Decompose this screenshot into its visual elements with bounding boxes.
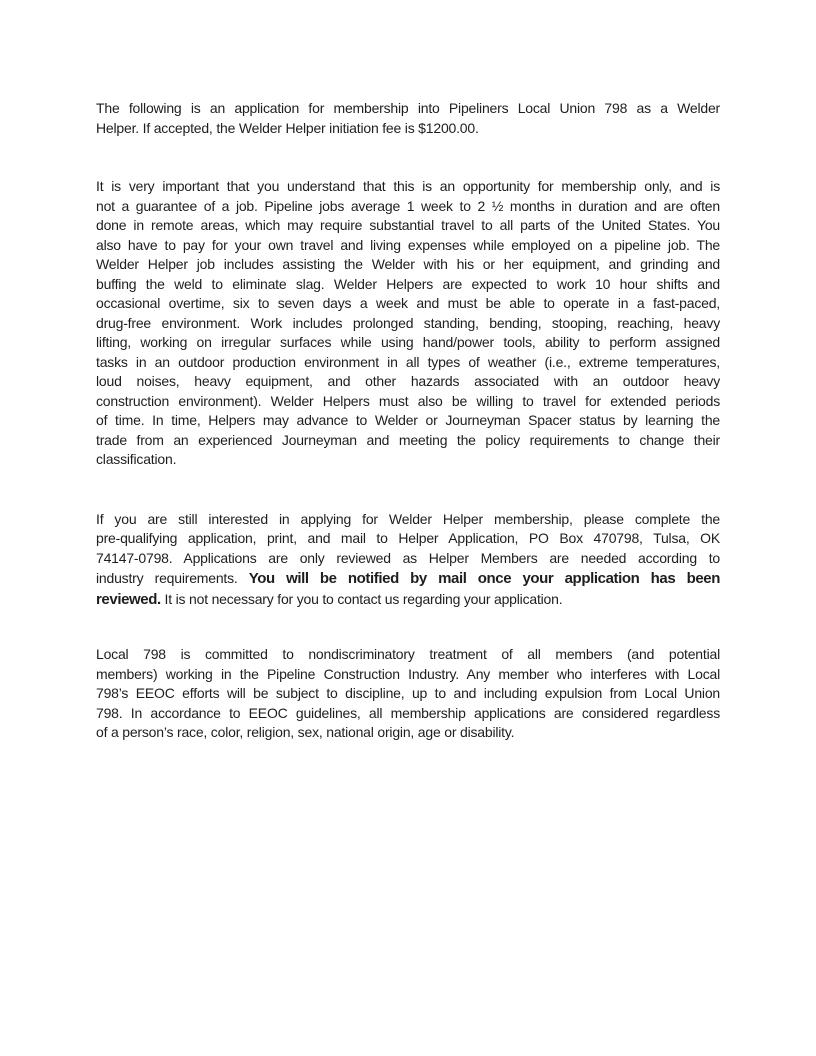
text-line: drug-free environment. Work includes prolonged standing, bending, stooping, reaching, heavy (96, 314, 720, 331)
text-line: loud noises, heavy equipment, and other hazards associated with an outdoor heavy (96, 373, 720, 389)
text-line: lifting, working on irregular surfaces while using hand/power tools, ability to perform assigned (96, 334, 720, 350)
text-line (96, 568, 720, 589)
text-line: Local 798 is committed to nondiscriminatory treatment of all members (and potential (96, 646, 720, 662)
text-line: Welder Helper job includes assisting the Welder with his or her equipment, and grinding and (96, 256, 720, 272)
text-line: of a person’s race, color, religion, sex, national origin, age or disability. (96, 724, 515, 740)
text-line: classification. (96, 451, 177, 467)
text-line: pre-qualifying application, print, and mail to Helper Application, PO Box 470798, Tulsa, OK (96, 530, 720, 546)
text-line: If you are still interested in applying for Welder Helper membership, please complete the (96, 510, 720, 527)
text-line: buffing the weld to eliminate slag. Welder Helpers are expected to work 10 hour shifts and (96, 275, 720, 292)
text-line: done in remote areas, which may require substantial travel to all parts of the United States. You (96, 217, 720, 233)
paragraph-application-instructions (96, 510, 720, 611)
text-line: It is very important that you understand that this is an opportunity for membership only, and is (96, 178, 720, 194)
text-line: construction environment). Welder Helpers must also be willing to travel for extended periods (96, 392, 720, 409)
text-line: 74147-0798. Applications are only reviewed as Helper Members are needed according to (96, 549, 720, 566)
text-line: occasional overtime, six to seven days a week and must be able to operate in a fast-paced, (96, 295, 720, 311)
text-run: industry requirements. (96, 570, 249, 586)
text-line: also have to pay for your own travel and living expenses while employed on a pipeline job. The (96, 236, 720, 253)
text-line: 798’s EEOC efforts will be subject to discipline, up to and including expulsion from Local Union (96, 685, 720, 701)
paragraph-job-description (96, 177, 720, 470)
paragraph-intro (96, 99, 720, 138)
text-line: trade from an experienced Journeyman and meeting the policy requirements to change their (96, 431, 720, 448)
text-line: tasks in an outdoor production environment in all types of weather (i.e., extreme temperatures, (96, 353, 720, 370)
bold-notice-text: reviewed. (96, 591, 165, 608)
paragraph-eeoc-statement (96, 645, 720, 743)
text-run: It is not necessary for you to contact us regarding your application. (164, 591, 563, 607)
text-line (96, 589, 720, 610)
text-line: Helper. If accepted, the Welder Helper initiation fee is $1200.00. (96, 119, 479, 136)
text-line: not a guarantee of a job. Pipeline jobs average 1 week to 2 ½ months in duration and are often (96, 197, 720, 214)
text-line: members) working in the Pipeline Construction Industry. Any member who interferes with Local (96, 665, 720, 682)
text-line: 798. In accordance to EEOC guidelines, all membership applications are considered regardless (96, 704, 720, 721)
bold-notice-text: You will be notified by mail once your application has been (248, 570, 720, 587)
text-line: The following is an application for membership into Pipeliners Local Union 798 as a Welder (96, 100, 720, 116)
text-line: of time. In time, Helpers may advance to Welder or Journeyman Spacer status by learning the (96, 412, 720, 428)
